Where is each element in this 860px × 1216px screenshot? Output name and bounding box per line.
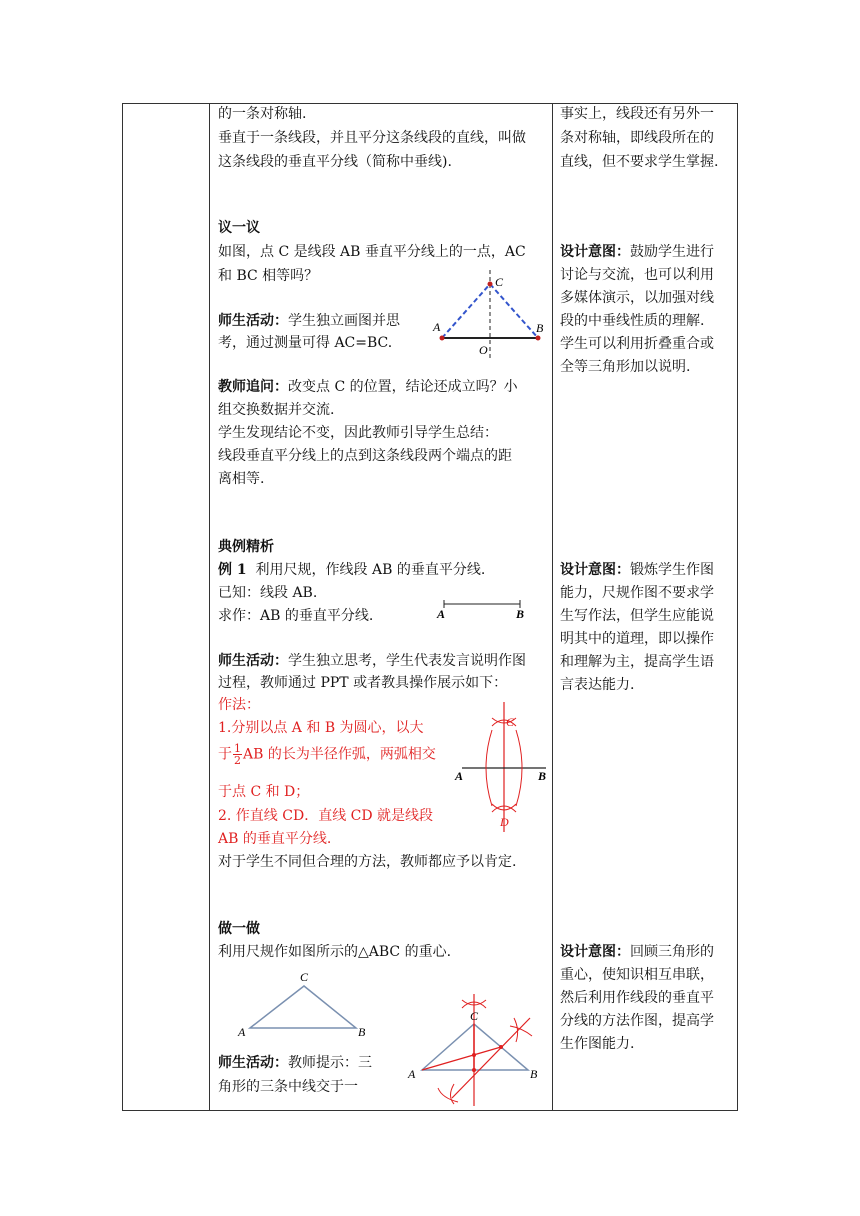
note3-line-6: 言表达能力. xyxy=(560,677,635,693)
example-closing: 对于学生不同但合理的方法，教师都应予以肯定. xyxy=(218,854,517,870)
fig2-label-a: A xyxy=(437,607,446,621)
note2-line-4: 段的中垂线性质的理解. xyxy=(560,313,705,329)
note3-line-4: 明其中的道理，即以操作 xyxy=(560,631,714,647)
note1-line-2: 条对称轴，即线段所在的 xyxy=(560,130,714,146)
example-heading: 典例精析 xyxy=(218,539,274,555)
table-border-left xyxy=(122,103,123,1111)
intro-line-2: 垂直于一条线段，并且平分这条线段的直线，叫做 xyxy=(218,130,526,146)
note3-line-1: 锻炼学生作图 xyxy=(630,562,714,578)
summary-line-2: 线段垂直平分线上的点到这条线段两个端点的距 xyxy=(218,448,512,464)
followup-label: 教师追问： xyxy=(218,379,288,395)
intro-line-3: 这条线段的垂直平分线（简称中垂线). xyxy=(218,154,452,170)
example-activity-text-1: 学生独立思考，学生代表发言说明作图 xyxy=(288,653,526,669)
fig4-label-b: B xyxy=(358,1025,366,1039)
fig2-label-b: B xyxy=(516,607,525,621)
fig1-segment-ac xyxy=(442,284,490,338)
fig5-triangle xyxy=(422,1024,528,1070)
step2-line-b: AB 的垂直平分线. xyxy=(218,831,332,847)
discuss-activity-text-2: 考，通过测量可得 AC=BC. xyxy=(218,335,393,351)
fig5-median-a xyxy=(422,1047,501,1070)
fig4-triangle xyxy=(250,986,356,1028)
table-border-bottom xyxy=(122,1110,738,1111)
discuss-heading: 议一议 xyxy=(218,220,260,236)
discuss-activity-label: 师生活动： xyxy=(218,313,288,329)
fig1-point-c xyxy=(488,282,493,287)
fig5-arc-6 xyxy=(514,1018,518,1042)
step1-line-b-pre: 于 xyxy=(218,746,232,763)
example-activity-text-2: 过程，教师通过 PPT 或者教具操作展示如下： xyxy=(218,675,508,691)
summary-line-3: 离相等. xyxy=(218,471,265,487)
doit-activity-text-2: 角形的三条中线交于一 xyxy=(218,1079,358,1095)
note4-label: 设计意图： xyxy=(560,944,630,960)
fig1-point-a xyxy=(440,336,445,341)
method-title: 作法： xyxy=(218,697,260,713)
table-border-right xyxy=(737,103,738,1111)
figure-compass-construction xyxy=(452,700,556,836)
note2-line-1: 鼓励学生进行 xyxy=(630,244,714,260)
fig3-label-a: A xyxy=(455,769,464,783)
fig1-label-b: B xyxy=(536,321,544,335)
note2-label: 设计意图： xyxy=(560,244,630,260)
fraction-half: $\frac{1}{2}$ xyxy=(234,742,241,767)
step2-line-a: 2. 作直线 CD．直线 CD 就是线段 xyxy=(218,808,434,824)
fig4-label-a: A xyxy=(238,1025,246,1039)
note2-line-6: 全等三角形加以说明. xyxy=(560,359,691,375)
fig5-midpoint-ab xyxy=(472,1068,476,1072)
note3-label: 设计意图： xyxy=(560,562,630,578)
fig4-label-c: C xyxy=(300,970,309,984)
summary-line-1: 学生发现结论不变，因此教师引导学生总结： xyxy=(218,425,498,441)
note3-line-2: 能力，尺规作图不要求学 xyxy=(560,585,714,601)
fig5-label-c: C xyxy=(470,1009,479,1023)
discuss-line-1: 如图，点 C 是线段 AB 垂直平分线上的一点，AC xyxy=(218,244,526,260)
fig3-label-d: D xyxy=(500,815,509,829)
fig3-label-b: B xyxy=(538,769,547,783)
fig1-segment-bc xyxy=(490,284,538,338)
note1-line-3: 直线，但不要求学生掌握. xyxy=(560,154,719,170)
table-divider-1 xyxy=(209,103,210,1111)
fig1-label-a: A xyxy=(433,320,441,334)
note4-line-3: 然后利用作线段的垂直平 xyxy=(560,990,714,1006)
example-given: 已知：线段 AB. xyxy=(218,585,318,601)
fig5-midpoint-bc xyxy=(499,1045,503,1049)
fig3-label-c: C xyxy=(506,715,515,729)
followup-text-2: 组交换数据并交流. xyxy=(218,402,335,418)
table-divider-2 xyxy=(552,103,553,1111)
step1-line-b-post: AB 的长为半径作弧，两弧相交 xyxy=(243,746,436,763)
example-find: 求作：AB 的垂直平分线. xyxy=(218,608,374,624)
note2-line-3: 多媒体演示，以加强对线 xyxy=(560,290,714,306)
fig1-label-c: C xyxy=(495,275,504,289)
note4-line-5: 生作图能力. xyxy=(560,1036,635,1052)
figure-perpendicular-bisector-point-c xyxy=(432,268,550,362)
example-label: 例 1 xyxy=(218,562,247,578)
note3-line-5: 和理解为主，提高学生语 xyxy=(560,654,714,670)
step1-line-a: 1.分别以点 A 和 B 为圆心，以大 xyxy=(218,720,424,736)
note3-line-3: 生写作法，但学生应能说 xyxy=(560,608,714,624)
example-activity-label: 师生活动： xyxy=(218,653,288,669)
note1-line-1: 事实上，线段还有另外一 xyxy=(560,106,714,122)
note4-line-1: 回顾三角形的 xyxy=(630,944,714,960)
followup-text-1: 改变点 C 的位置，结论还成立吗？小 xyxy=(288,379,518,395)
fig5-centroid xyxy=(472,1053,476,1057)
intro-line-1: 的一条对称轴. xyxy=(218,106,307,122)
fig1-label-o: O xyxy=(479,343,488,357)
figure-segment-ab xyxy=(432,596,532,622)
discuss-line-2: 和 BC 相等吗？ xyxy=(218,268,319,284)
doit-activity-text-1: 教师提示：三 xyxy=(288,1055,372,1071)
step1-line-c: 于点 C 和 D； xyxy=(218,784,310,800)
note2-line-5: 学生可以利用折叠重合或 xyxy=(560,336,714,352)
doit-activity-label: 师生活动： xyxy=(218,1055,288,1071)
discuss-activity-text-1: 学生独立画图并思 xyxy=(288,313,400,329)
fig1-point-b xyxy=(536,336,541,341)
fig5-label-b: B xyxy=(530,1067,538,1081)
note2-line-2: 讨论与交流，也可以利用 xyxy=(560,267,714,283)
figure-centroid-construction xyxy=(402,990,548,1108)
fig5-label-a: A xyxy=(408,1067,416,1081)
note4-line-4: 分线的方法作图，提高学 xyxy=(560,1013,714,1029)
doit-heading: 做一做 xyxy=(218,921,260,937)
doit-line-1: 利用尺规作如图所示的△ABC 的重心. xyxy=(218,944,452,960)
example-text: 利用尺规，作线段 AB 的垂直平分线. xyxy=(255,562,486,578)
figure-triangle-abc xyxy=(232,970,372,1040)
note4-line-2: 重心，使知识相互串联， xyxy=(560,967,714,983)
